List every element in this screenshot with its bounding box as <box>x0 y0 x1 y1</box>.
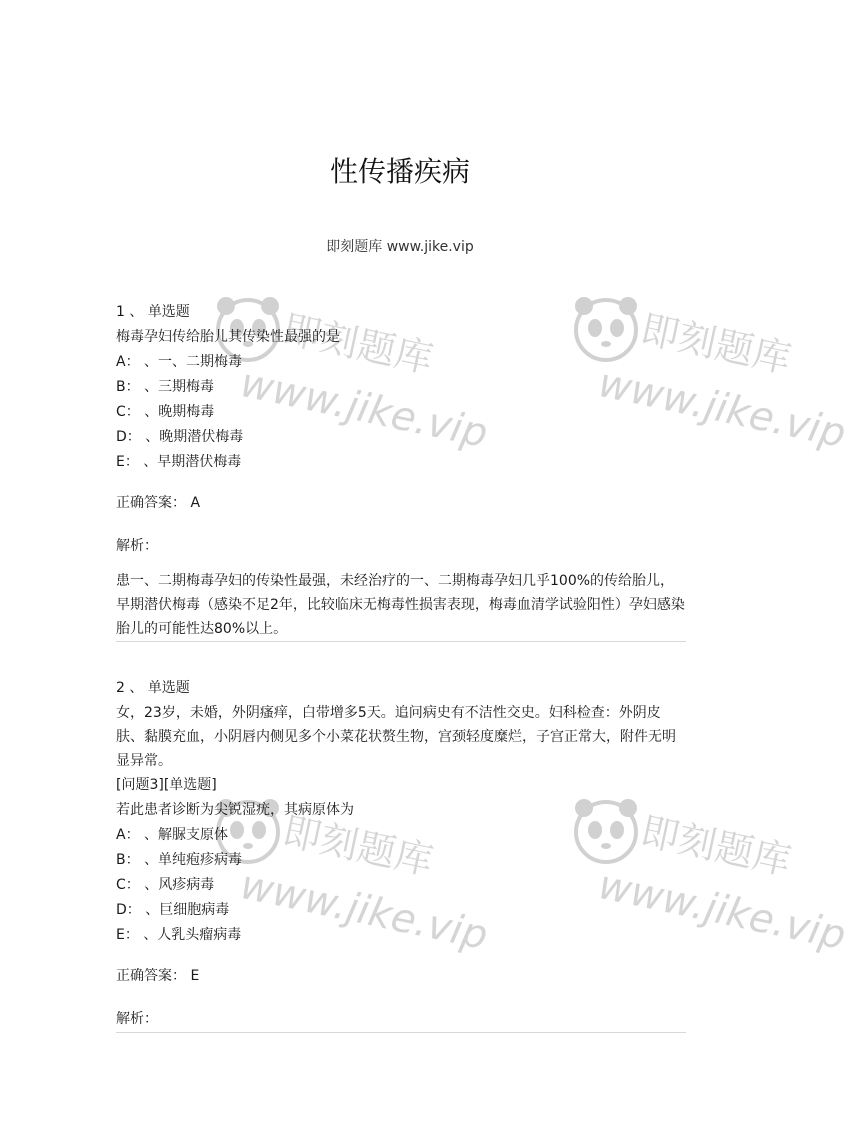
sub-question-text: 若此患者诊断为尖锐湿疣，其病原体为 <box>116 802 354 818</box>
option-label: C： <box>116 877 140 893</box>
page-title: 性传播疾病 <box>329 155 470 188</box>
option-a <box>116 350 686 375</box>
option-label: B： <box>116 852 140 868</box>
divider <box>116 1032 686 1033</box>
option-text: 、巨细胞病毒 <box>145 902 230 918</box>
watermark-text: 即刻题库 <box>278 306 437 382</box>
option-label: A： <box>116 354 140 370</box>
correct-answer <box>116 491 686 516</box>
option-label: C： <box>116 404 140 420</box>
option-text: 、单纯疱疹病毒 <box>144 852 243 868</box>
question-type: 单选题 <box>147 680 190 696</box>
question-header <box>116 300 686 325</box>
option-text: 、晚期潜伏梅毒 <box>145 429 244 445</box>
option-text: 、风疹病毒 <box>144 877 215 893</box>
question-text: 梅毒孕妇传给胎儿其传染性最强的是 <box>116 329 340 345</box>
divider <box>116 641 686 642</box>
option-a <box>116 823 686 848</box>
option-text: 、早期潜伏梅毒 <box>143 454 242 470</box>
option-d <box>116 425 686 450</box>
watermark-text: 即刻题库 <box>636 808 795 884</box>
option-b <box>116 375 686 400</box>
watermark-url: www.jike.vip <box>236 360 492 458</box>
option-text: 、三期梅毒 <box>144 379 215 395</box>
option-text: 、人乳头瘤病毒 <box>143 927 242 943</box>
watermark-url: www.jike.vip <box>594 862 850 960</box>
option-list <box>116 823 686 948</box>
option-label: E： <box>116 454 139 470</box>
answer-value: A <box>190 495 201 511</box>
analysis-label: 解析： <box>116 1011 158 1027</box>
option-label: E： <box>116 927 139 943</box>
question-number: 1 、 <box>116 304 144 320</box>
option-b <box>116 848 686 873</box>
option-list <box>116 350 686 475</box>
option-c <box>116 873 686 898</box>
question-2 <box>116 676 686 1032</box>
option-d <box>116 898 686 923</box>
question-1 <box>116 300 686 641</box>
option-e <box>116 450 686 475</box>
option-label: B： <box>116 379 140 395</box>
question-number: 2 、 <box>116 680 144 696</box>
watermark-text: 即刻题库 <box>636 306 795 382</box>
question-header <box>116 676 686 701</box>
option-text: 、一、二期梅毒 <box>144 354 243 370</box>
option-text: 、晚期梅毒 <box>144 404 215 420</box>
option-e <box>116 923 686 948</box>
analysis-label: 解析： <box>116 538 158 554</box>
answer-label: 正确答案： <box>116 968 186 984</box>
option-text: 、解脲支原体 <box>144 827 229 843</box>
option-label: D： <box>116 902 141 918</box>
answer-label: 正确答案： <box>116 495 186 511</box>
watermark-url: www.jike.vip <box>594 360 850 458</box>
watermark-url: www.jike.vip <box>236 862 492 960</box>
question-type: 单选题 <box>147 304 190 320</box>
option-c <box>116 400 686 425</box>
page-subtitle: 即刻题库 www.jike.vip <box>326 239 474 255</box>
sub-question-label: [问题3][单选题] <box>116 777 217 793</box>
watermark-text: 即刻题库 <box>278 808 437 884</box>
question-text: 女，23岁，未婚，外阴瘙痒，白带增多5天。追问病史有不洁性交史。妇科检查：外阴皮肤、黏膜充血，小阴唇内侧见多个小菜花状赘生物，宫颈轻度糜烂，子宫正常大，附件无明显异常。 <box>116 705 676 769</box>
correct-answer <box>116 964 686 989</box>
option-label: D： <box>116 429 141 445</box>
answer-value: E <box>190 968 200 984</box>
option-label: A： <box>116 827 140 843</box>
analysis-text: 患一、二期梅毒孕妇的传染性最强，未经治疗的一、二期梅毒孕妇几乎100%的传给胎儿，早期潜伏梅毒（感染不足2年，比较临床无梅毒性损害表现，梅毒血清学试验阳性）孕妇感染胎儿的可能性达80%以上。 <box>116 573 685 637</box>
